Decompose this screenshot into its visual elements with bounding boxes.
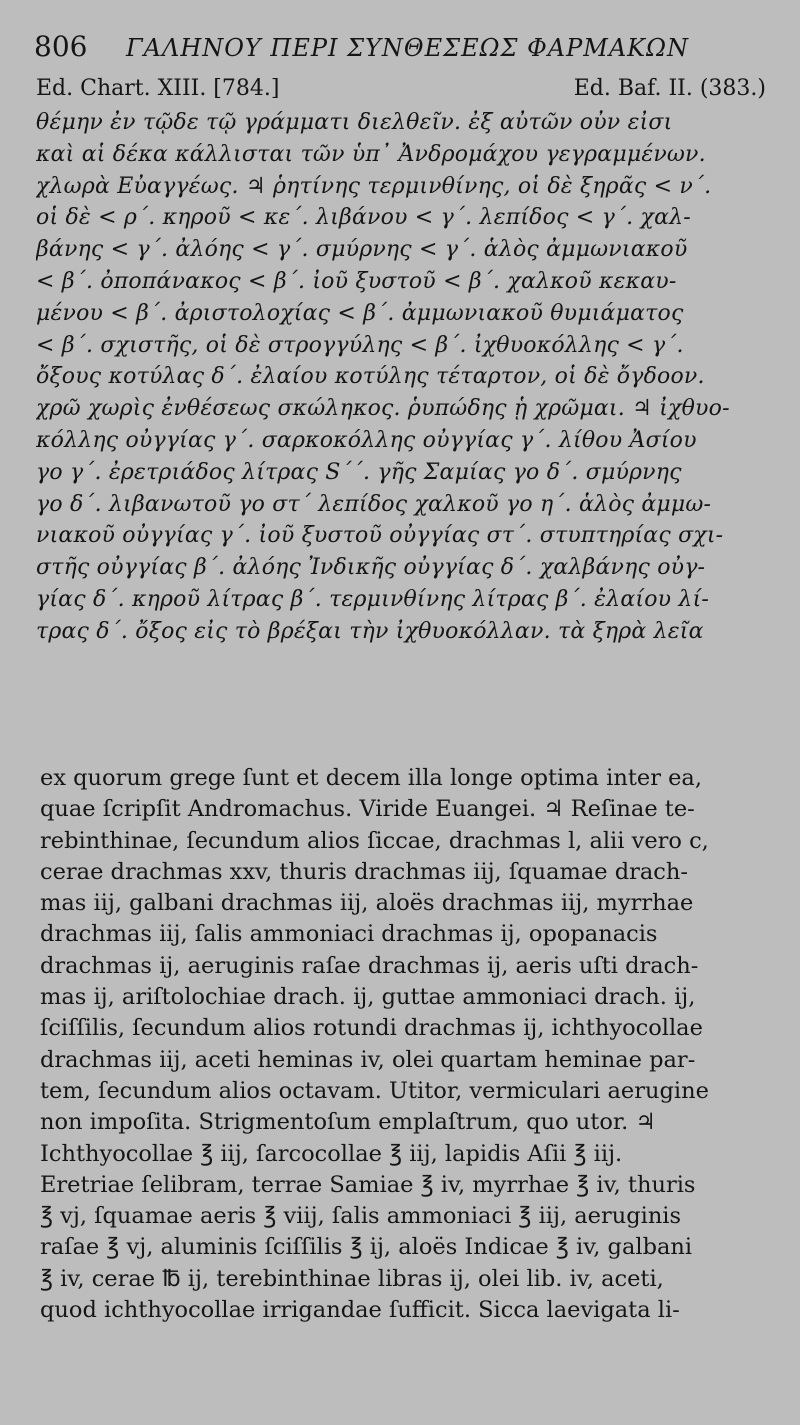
latin-text-line: ℥ vj, ſquamae aeris ℥ viij, ſalis ammoniaci ℥ iij, aeruginis — [40, 1203, 682, 1230]
latin-text-line: quod ichthyocollae irrigandae ſufficit. Sicca laevigata li- — [40, 1297, 680, 1324]
latin-text-line: Eretriae ſelibram, terrae Samiae ℥ iv, myrrhae ℥ iv, thuris — [40, 1171, 696, 1198]
greek-text-line: νιακοῦ οὐγγίας γ΄. ἰοῦ ξυστοῦ οὐγγίας στ΄. στυπτηρίας σχι- — [36, 523, 724, 549]
greek-text-line: < β΄. σχιστῆς, οἱ δὲ στρογγύλης < β΄. ἰχθυοκόλλης < γ΄. — [36, 332, 684, 358]
greek-text-line: ὄξους κοτύλας δ΄. ἐλαίου κοτύλης τέταρτον, οἱ δὲ ὄγδοον. — [36, 364, 705, 390]
greek-text-block — [36, 110, 770, 651]
latin-text-line: quae ſcripſit Andromachus. Viride Euangei. ♃ Reſinae te- — [40, 796, 695, 823]
latin-text-line: drachmas iij, aceti heminas iv, olei quartam heminae par- — [40, 1046, 696, 1073]
latin-text-line: raſae ℥ vj, aluminis ſciſſilis ℥ ij, aloës Indicae ℥ iv, galbani — [40, 1234, 693, 1261]
greek-text-line: κόλλης οὐγγίας γ΄. σαρκοκόλλης οὐγγίας γ΄. λίθου Ἀσίου — [36, 427, 697, 453]
greek-text-line: χλωρὰ Εὐαγγέως. ♃ ῥητίνης τερμινθίνης, οἱ δὲ ξηρᾶς < ν΄. — [36, 173, 712, 199]
greek-text-line: γίας δ΄. κηροῦ λίτρας β΄. τερμινθίνης λίτρας β΄. ἐλαίου λί- — [36, 586, 710, 612]
greek-text-line: χρῶ χωρὶς ἐνθέσεως σκώληκος. ῥυπώδης ᾗ χρῶμαι. ♃ ἰχθυο- — [36, 396, 730, 422]
latin-text-line: ſciſſilis, ſecundum alios rotundi drachmas ij, ichthyocollae — [40, 1015, 703, 1042]
greek-text-line: γο γ΄. ἐρετριάδος λίτρας S΄΄. γῆς Σαμίας γο δ΄. σμύρνης — [36, 459, 682, 485]
latin-text-line: ℥ iv, cerae ℔ ij, terebinthinae libras ij, olei lib. iv, aceti, — [40, 1265, 664, 1292]
greek-text-line: γο δ΄. λιβανωτοῦ γο στ΄ λεπίδος χαλκοῦ γο η΄. ἁλὸς ἀμμω- — [36, 491, 712, 517]
greek-text-line: στῆς οὐγγίας β΄. ἀλόης Ἰνδικῆς οὐγγίας δ΄. χαλβάνης οὐγ- — [36, 555, 706, 581]
edition-reference-line — [36, 76, 766, 106]
latin-text-line: cerae drachmas xxv, thuris drachmas iij, ſquamae drach- — [40, 858, 688, 885]
latin-translation-block — [40, 765, 770, 1328]
greek-text-line: καὶ αἱ δέκα κάλλισται τῶν ὑπ᾽ Ἀνδρομάχου γεγραμμένων. — [36, 141, 706, 167]
greek-text-line: < β΄. ὀποπάνακος < β΄. ἰοῦ ξυστοῦ < β΄. χαλκοῦ κεκαυ- — [36, 268, 677, 294]
latin-text-line: rebinthinae, ſecundum alios ſiccae, drachmas l, alii vero c, — [40, 827, 709, 854]
greek-text-line: μένου < β΄. ἀριστολοχίας < β΄. ἀμμωνιακοῦ θυμιάματος — [36, 300, 684, 326]
edition-chartier: Ed. Chart. XIII. [784.] — [36, 76, 280, 101]
latin-text-line: Ichthyocollae ℥ iij, ſarcocollae ℥ iij, lapidis Aſii ℥ iij. — [40, 1140, 623, 1167]
greek-text-line: βάνης < γ΄. ἀλόης < γ΄. σμύρνης < γ΄. ἁλὸς ἀμμωνιακοῦ — [36, 237, 688, 263]
latin-text-line: drachmas ij, aeruginis raſae drachmas ij, aeris uſti drach- — [40, 952, 699, 979]
page-header — [34, 28, 774, 68]
latin-text-line: ex quorum grege ſunt et decem illa longe optima inter ea, — [40, 765, 702, 791]
edition-basel: Ed. Baf. II. (383.) — [573, 76, 766, 101]
page-number: 806 — [34, 30, 88, 63]
running-title: ΓΑΛΗΝΟΥ ΠΕΡΙ ΣΥΝΘΕΣΕΩΣ ΦΑΡΜΑΚΩΝ — [126, 34, 689, 62]
latin-text-line: mas ij, ariſtolochiae drach. ij, guttae ammoniaci drach. ij, — [40, 984, 696, 1011]
greek-text-line: θέμην ἐν τῷδε τῷ γράμματι διελθεῖν. ἐξ αὐτῶν οὖν εἰσι — [36, 110, 673, 135]
latin-text-line: drachmas iij, ſalis ammoniaci drachmas ij, opopanacis — [40, 921, 658, 948]
greek-text-line: οἱ δὲ < ρ΄. κηροῦ < κε΄. λιβάνου < γ΄. λεπίδος < γ΄. χαλ- — [36, 205, 691, 231]
latin-text-line: non impoſita. Strigmentoſum emplaſtrum, quo utor. ♃ — [40, 1109, 656, 1136]
latin-text-line: mas iij, galbani drachmas iij, aloës drachmas iij, myrrhae — [40, 890, 694, 917]
latin-text-line: tem, ſecundum alios octavam. Utitor, vermiculari aerugine — [40, 1077, 709, 1104]
greek-text-line: τρας δ΄. ὄξος εἰς τὸ βρέξαι τὴν ἰχθυοκόλλαν. τὰ ξηρὰ λεῖα — [36, 618, 704, 644]
